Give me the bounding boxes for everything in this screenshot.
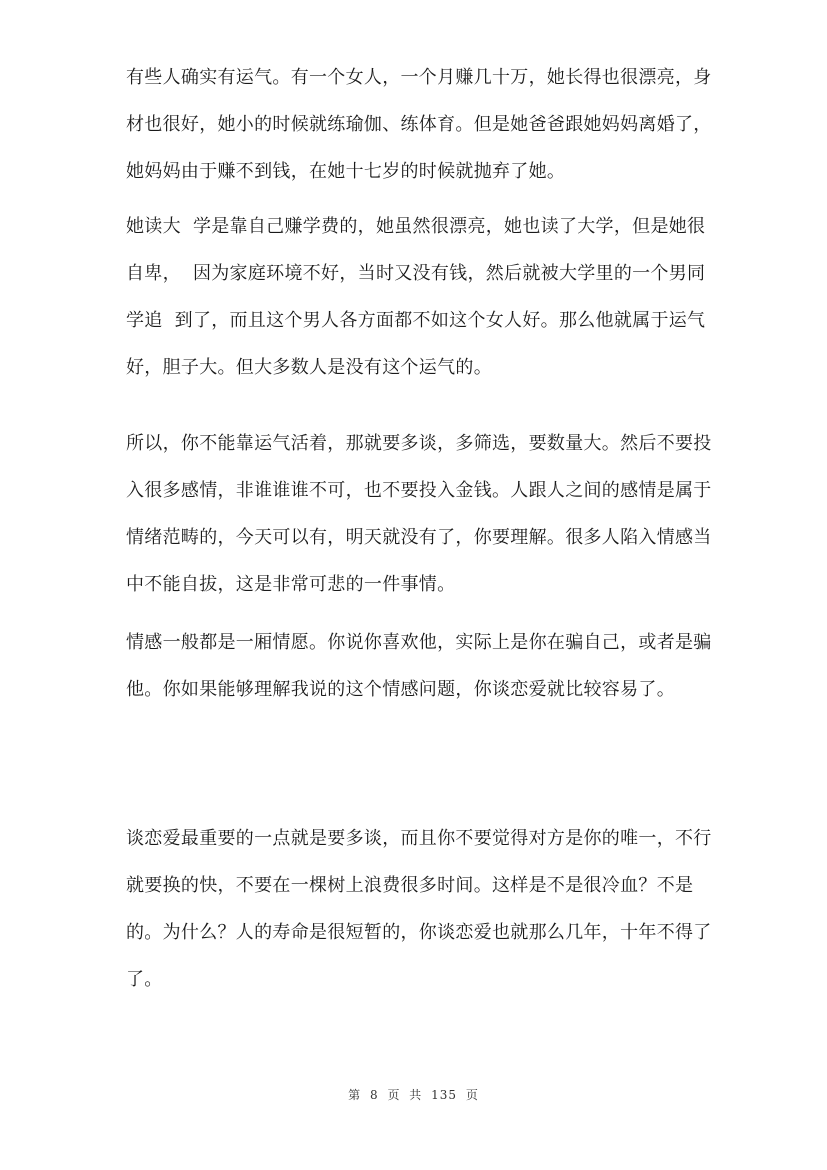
page-footer — [0, 1086, 827, 1103]
paragraph-2: 她读大 学是靠自己赚学费的，她虽然很漂亮，她也读了大学，但是她很自卑， 因为家庭环境不好，当时又没有钱，然后就被大学里的一个男同学追 到了，而且这个男人各方面都不如这个女人好。那么他就属于运气好，胆子大。但大多数人是没有这个运气的。 — [126, 216, 706, 378]
footer-total-word: 共 — [409, 1088, 423, 1102]
footer-total-pages: 135 — [431, 1088, 458, 1102]
footer-suffix: 页 — [465, 1088, 479, 1102]
paragraph-4: 情感一般都是一厢情愿。你说你喜欢他，实际上是你在骗自己，或者是骗他。你如果能够理解我说的这个情感问题，你谈恋爱就比较容易了。 — [126, 632, 712, 700]
footer-current-page: 8 — [369, 1088, 379, 1102]
footer-prefix: 第 — [348, 1088, 362, 1102]
paragraph-1: 有些人确实有运气。有一个女人，一个月赚几十万，她长得也很漂亮，身材也很好，她小的时候就练瑜伽、练体育。但是她爸爸跟她妈妈离婚了，她妈妈由于赚不到钱，在她十七岁的时候就抛弃了她。 — [126, 67, 712, 182]
paragraph-3: 所以，你不能靠运气活着，那就要多谈，多筛选，要数量大。然后不要投入很多感情，非谁谁谁不可，也不要投入金钱。人跟人之间的感情是属于情绪范畴的，今天可以有，明天就没有了，你要理解。很多人陷入情感当中不能自拔，这是非常可悲的一件事情。 — [126, 433, 712, 595]
paragraph-5: 谈恋爱最重要的一点就是要多谈，而且你不要觉得对方是你的唯一，不行就要换的快，不要在一棵树上浪费很多时间。这样是不是很冷血？不是的。为什么？人的寿命是很短暂的，你谈恋爱也就那么几年，十年不得了了。 — [126, 828, 712, 990]
footer-page-word: 页 — [387, 1088, 401, 1102]
